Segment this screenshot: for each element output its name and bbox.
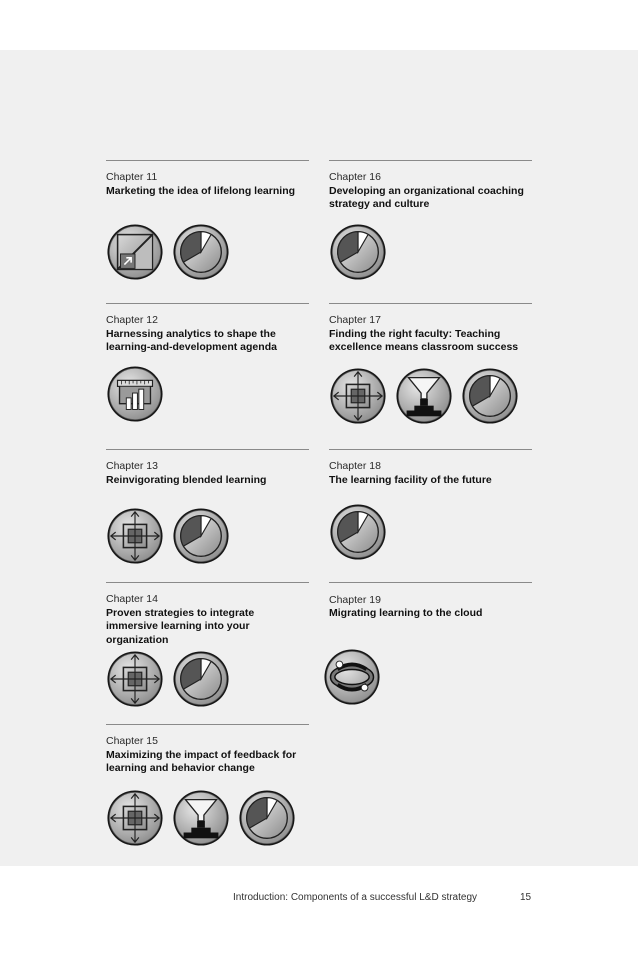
chapter-number: Chapter 13 (106, 460, 158, 472)
pie-chart-icon (172, 507, 230, 567)
divider (329, 303, 532, 304)
chapter-title: The learning facility of the future (329, 474, 492, 486)
divider (106, 449, 309, 450)
divider (106, 724, 309, 725)
pie-chart-icon (329, 223, 387, 283)
divider (106, 582, 309, 583)
icon-row (329, 223, 387, 283)
funnel-icon (395, 367, 453, 427)
chapter-title: Harnessing analytics to shape the learning-and-development agenda (106, 328, 277, 354)
chapter-number: Chapter 11 (106, 171, 158, 183)
icon-row (106, 507, 230, 567)
chapter-title: Migrating learning to the cloud (329, 607, 483, 619)
chapter-title: Developing an organizational coaching strategy and culture (329, 185, 524, 211)
icon-row (106, 789, 296, 849)
orbit-icon (323, 648, 381, 708)
chapter-title: Maximizing the impact of feedback for learning and behavior change (106, 749, 297, 775)
chapter-title: Marketing the idea of lifelong learning (106, 185, 296, 197)
icon-row (323, 648, 381, 708)
page-panel (0, 50, 638, 866)
icon-row (329, 503, 387, 563)
compass-icon (106, 650, 164, 710)
compass-icon (106, 507, 164, 567)
divider (106, 303, 309, 304)
chapter-title: Finding the right faculty: Teaching excellence means classroom success (329, 328, 519, 354)
chapter-number: Chapter 19 (329, 594, 381, 606)
compass-icon (329, 367, 387, 427)
expand-icon (106, 223, 164, 283)
chapter-title: Proven strategies to integrate immersive learning into your organization (106, 607, 255, 646)
footer-text: Introduction: Components of a successful L&D strategy (233, 892, 478, 903)
chapter-number: Chapter 14 (106, 593, 158, 605)
compass-icon (106, 789, 164, 849)
page-number: 15 (520, 892, 532, 903)
chapter-number: Chapter 16 (329, 171, 381, 183)
analytics-icon (106, 365, 164, 425)
pie-chart-icon (329, 503, 387, 563)
divider (106, 160, 309, 161)
funnel-icon (172, 789, 230, 849)
icon-row (106, 223, 230, 283)
chapter-number: Chapter 18 (329, 460, 381, 472)
chapter-number: Chapter 15 (106, 735, 158, 747)
icon-row (106, 650, 230, 710)
icon-row (329, 367, 519, 427)
divider (329, 582, 532, 583)
divider (329, 449, 532, 450)
pie-chart-icon (172, 650, 230, 710)
chapter-title: Reinvigorating blended learning (106, 474, 267, 486)
pie-chart-icon (238, 789, 296, 849)
chapter-number: Chapter 17 (329, 314, 381, 326)
icon-row (106, 365, 164, 425)
pie-chart-icon (461, 367, 519, 427)
chapter-number: Chapter 12 (106, 314, 158, 326)
pie-chart-icon (172, 223, 230, 283)
divider (329, 160, 532, 161)
